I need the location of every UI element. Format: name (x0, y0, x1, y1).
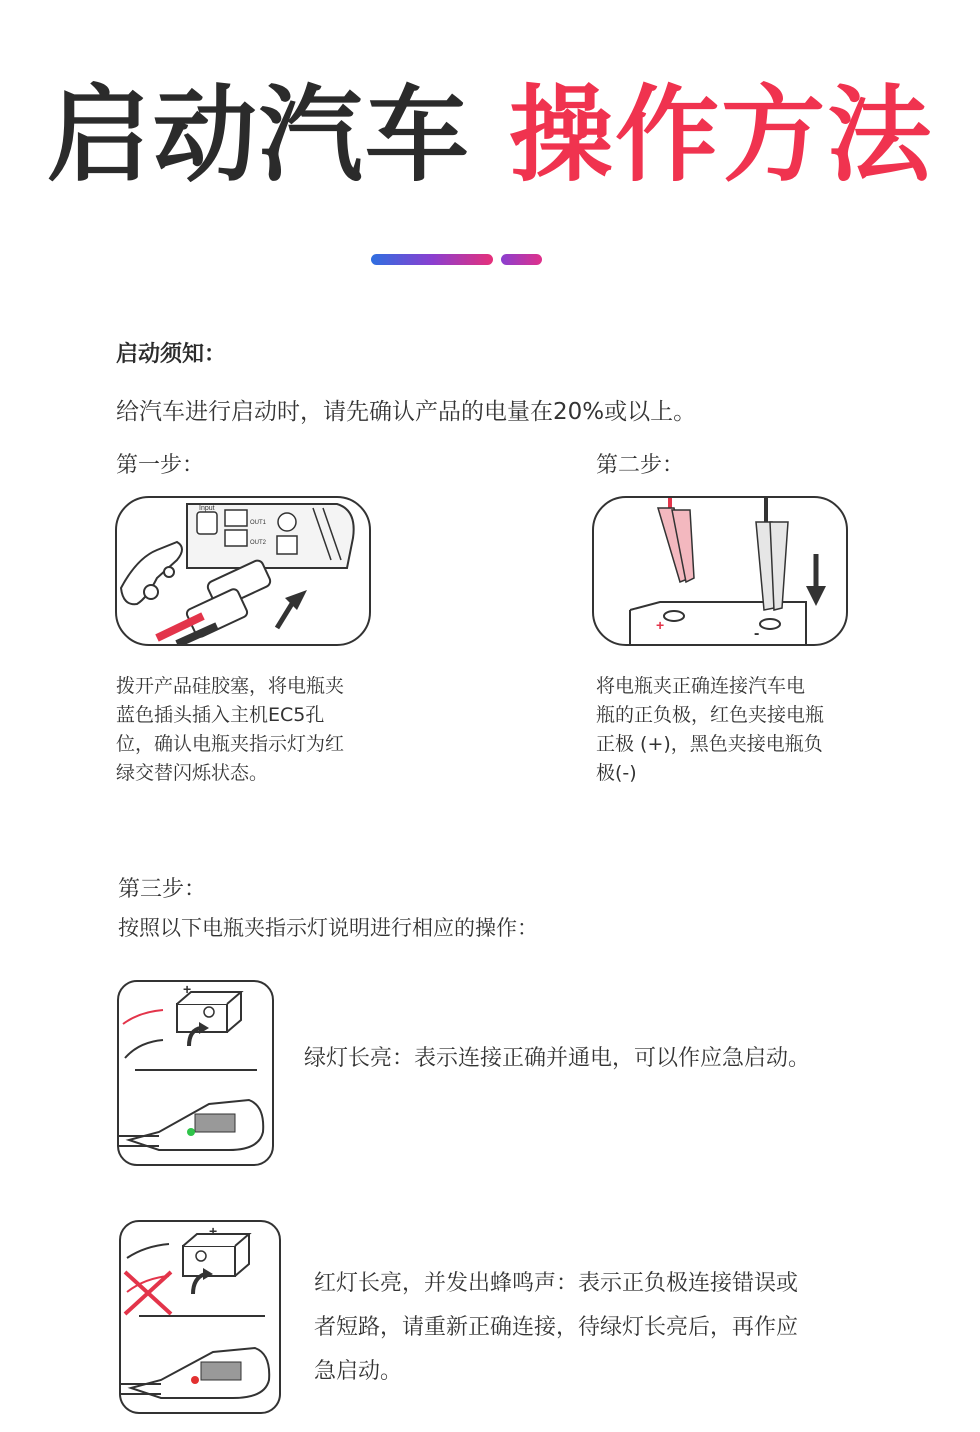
step2-description: 将电瓶夹正确连接汽车电 瓶的正负极，红色夹接电瓶 正极 (+)，黑色夹接电瓶负 极(-) (596, 675, 825, 784)
step1-description: 拨开产品硅胶塞，将电瓶夹 蓝色插头插入主机EC5孔 位，确认电瓶夹指示灯为红 绿交替闪烁状态。 (116, 675, 345, 784)
step3-text: 按照以下电瓶夹指示灯说明进行相应的操作： (118, 916, 538, 940)
out1-label: OUT1 (250, 520, 267, 526)
notice-title: 启动须知： (116, 342, 227, 367)
step3-label: 第三步： (118, 877, 207, 902)
out2-label: OUT2 (250, 540, 267, 546)
step2-illustration (592, 496, 848, 646)
indicator-red-text: 红灯长亮，并发出蜂鸣声：表示正负极连接错误或 者短路，请重新正确连接，待绿灯长亮后，再作应 急启动。 (314, 1271, 799, 1384)
notice-text: 给汽车进行启动时，请先确认产品的电量在20%或以上。 (116, 399, 697, 425)
positive-terminal-sign: + (656, 617, 665, 633)
battery-plus-sign-2: + (209, 1223, 218, 1239)
step1-label: 第一步： (116, 453, 205, 478)
step2-label: 第二步： (596, 453, 685, 478)
indicator-green-illustration (117, 980, 274, 1166)
step1-illustration (115, 496, 371, 646)
page-title (0, 74, 980, 196)
indicator-red-illustration (119, 1220, 281, 1414)
title-part-red: 操作方法 (509, 74, 934, 196)
title-part-dark: 启动汽车 (46, 74, 471, 196)
red-led-indicator (191, 1376, 199, 1384)
title-decoration-bar (371, 254, 493, 265)
title-decoration-dot (501, 254, 542, 265)
indicator-green-text: 绿灯长亮：表示连接正确并通电，可以作应急启动。 (304, 1046, 811, 1071)
battery-plus-sign: + (183, 982, 192, 997)
input-port-label: Input (199, 505, 215, 512)
negative-terminal-sign: - (754, 625, 760, 642)
green-led-indicator (187, 1128, 195, 1136)
